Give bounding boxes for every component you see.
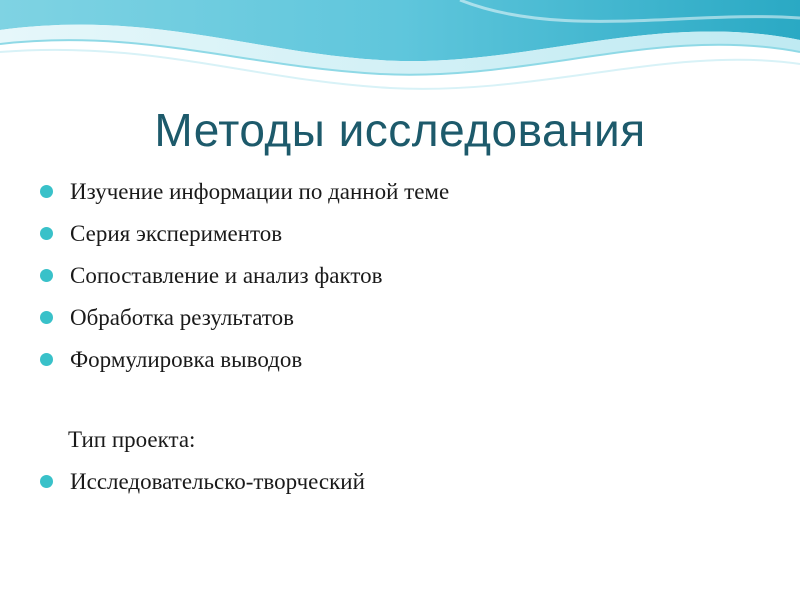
list-item-text: Изучение информации по данной теме xyxy=(70,179,450,204)
header-wave-decoration xyxy=(0,0,800,100)
bullet-dot-icon xyxy=(40,311,53,324)
list-item-text: Обработка результатов xyxy=(70,305,294,330)
project-type-value: Исследовательско-творческий xyxy=(70,469,365,494)
list-item xyxy=(40,171,760,213)
project-type-label-text: Тип проекта: xyxy=(68,427,196,452)
list-item xyxy=(40,339,760,381)
list-item-text: Формулировка выводов xyxy=(70,347,303,372)
bullet-dot-icon xyxy=(40,185,53,198)
bullet-list xyxy=(40,171,760,503)
list-item xyxy=(40,461,760,503)
list-item xyxy=(40,255,760,297)
project-type-label xyxy=(40,419,760,461)
bullet-dot-icon xyxy=(40,353,53,366)
list-item-text: Серия экспериментов xyxy=(70,221,283,246)
bullet-dot-icon xyxy=(40,269,53,282)
list-spacer xyxy=(40,381,760,419)
bullet-dot-icon xyxy=(40,227,53,240)
bullet-dot-icon xyxy=(40,475,53,488)
list-item xyxy=(40,213,760,255)
list-item xyxy=(40,297,760,339)
list-item-text: Сопоставление и анализ фактов xyxy=(70,263,383,288)
slide-title: Методы исследования xyxy=(154,104,646,156)
